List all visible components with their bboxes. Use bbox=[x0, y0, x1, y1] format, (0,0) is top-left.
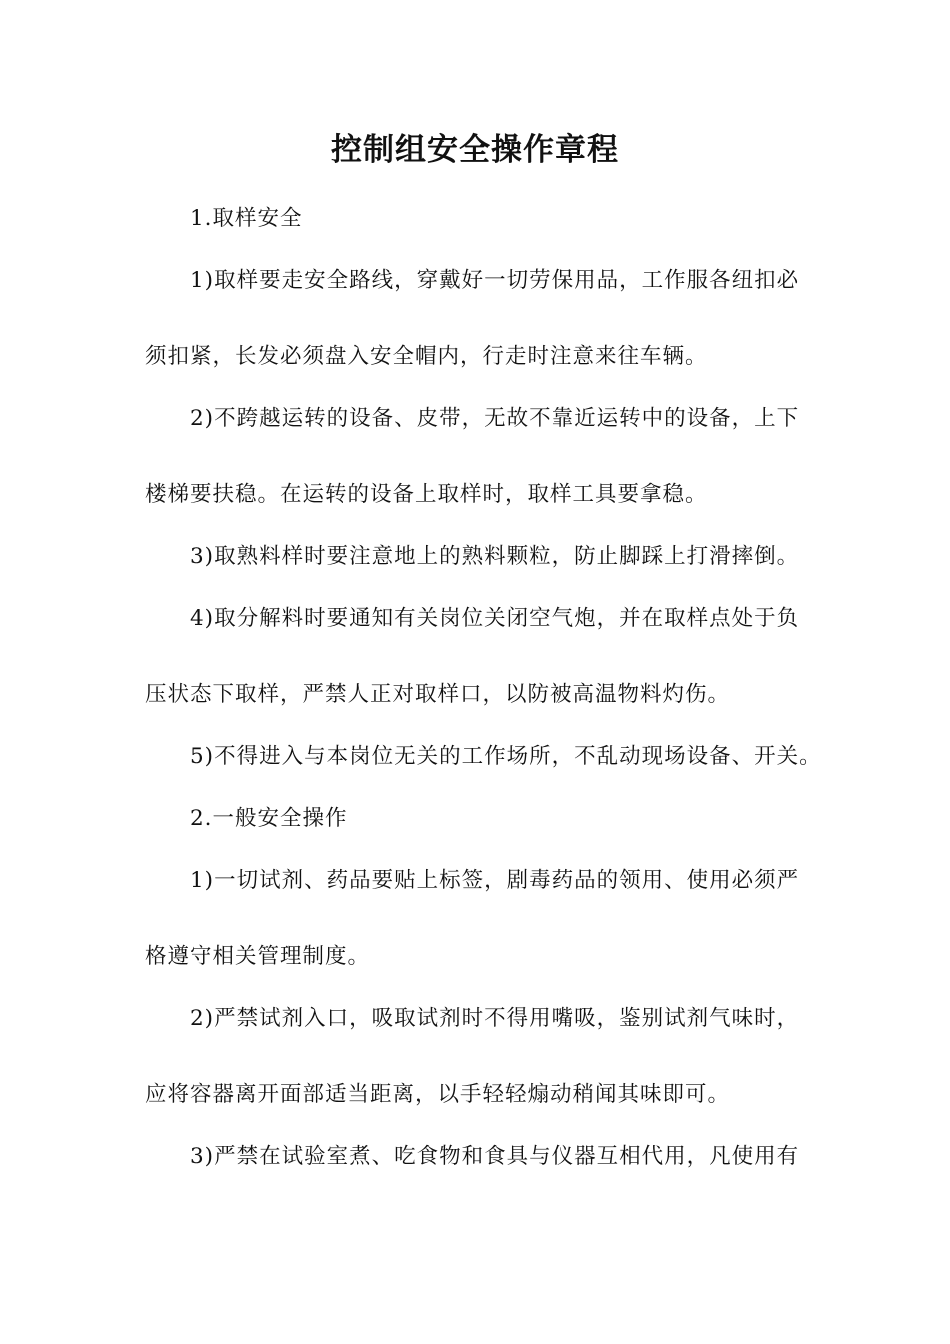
paragraph-line: 压状态下取样，严禁人正对取样口，以防被高温物料灼伤。 bbox=[145, 682, 731, 707]
paragraph-line: 3)严禁在试验室煮、吃食物和食具与仪器互相代用，凡使用有 bbox=[190, 1144, 800, 1169]
paragraph-line: 楼梯要扶稳。在运转的设备上取样时，取样工具要拿稳。 bbox=[145, 482, 708, 507]
paragraph-line: 应将容器离开面部适当距离，以手轻轻煽动稍闻其味即可。 bbox=[145, 1082, 731, 1107]
paragraph-line: 格遵守相关管理制度。 bbox=[145, 944, 371, 969]
paragraph-line: 须扣紧，长发必须盘入安全帽内，行走时注意来往车辆。 bbox=[145, 344, 708, 369]
paragraph-line: 3)取熟料样时要注意地上的熟料颗粒，防止脚踩上打滑摔倒。 bbox=[190, 544, 800, 569]
paragraph-line: 2)不跨越运转的设备、皮带，无故不靠近运转中的设备，上下 bbox=[190, 406, 800, 431]
paragraph-line: 1)一切试剂、药品要贴上标签，剧毒药品的领用、使用必须严 bbox=[190, 868, 800, 893]
section-heading-general: 2.一般安全操作 bbox=[190, 806, 348, 831]
paragraph-line: 2)严禁试剂入口，吸取试剂时不得用嘴吸，鉴别试剂气味时， bbox=[190, 1006, 800, 1031]
document-title: 控制组安全操作章程 bbox=[331, 132, 619, 168]
paragraph-line: 1)取样要走安全路线，穿戴好一切劳保用品，工作服各纽扣必 bbox=[190, 268, 800, 293]
section-heading-sampling: 1.取样安全 bbox=[190, 206, 303, 231]
paragraph-line: 5)不得进入与本岗位无关的工作场所，不乱动现场设备、开关。 bbox=[190, 744, 822, 769]
paragraph-line: 4)取分解料时要通知有关岗位关闭空气炮，并在取样点处于负 bbox=[190, 606, 800, 631]
